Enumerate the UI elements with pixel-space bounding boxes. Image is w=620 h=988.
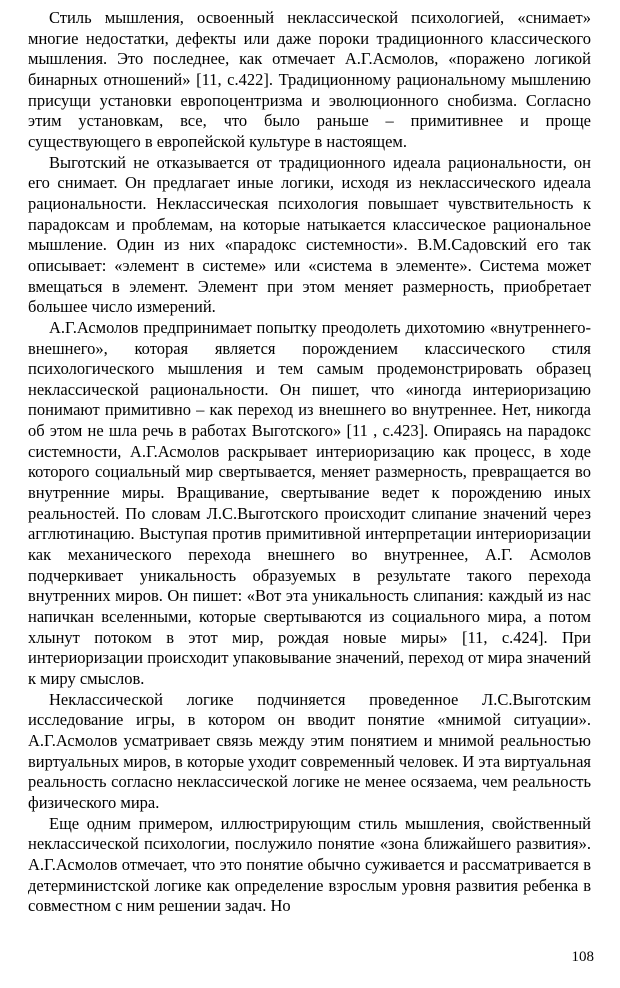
body-text — [28, 8, 591, 917]
page-number: 108 — [571, 949, 594, 965]
paragraph-1: Стиль мышления, освоенный неклассической психологией, «снимает» многие недостатки, дефекты или даже пороки традиционного классического мышления. Это последнее, как отмечает А.Г.Асмолов, «поражено логикой бинарных отношений» [11, с.422]. Традиционному рациональному мышлению присущи установки европоцентризма и эволюционного снобизма. Согласно этим установкам, все, что было раньше – примитивнее и проще существующего в европейской культуре в настоящем. — [28, 8, 591, 151]
paragraph-4: Неклассической логике подчиняется проведенное Л.С.Выготским исследование игры, в котором он вводит понятие «мнимой ситуации». А.Г.Асмолов усматривает связь между этим понятием и мнимой реальностью виртуальных миров, в которые уходит современный человек. И эта виртуальная реальность согласно неклассической логике не менее осязаема, чем реальность физического мира. — [28, 689, 591, 812]
paragraph-2: Выготский не отказывается от традиционного идеала рациональности, он его снимает. Он предлагает иные логики, исходя из неклассического идеала рациональности. Неклассическая психология повышает чувствительность к парадоксам и проблемам, на которые натыкается классическое рациональное мышление. Один из них «парадокс системности». В.М.Садовский его так описывает: «элемент в системе» или «система в элементе». Система может вмещаться в элемент. Элемент при этом меняет размерность, приобретает большее число измерений. — [28, 152, 591, 317]
paragraph-3: А.Г.Асмолов предпринимает попытку преодолеть дихотомию «внутреннего-внешнего», которая является порождением классического стиля психологического мышления и тем самым продемонстрировать образец неклассической рациональности. Он пишет, что «иногда интериоризацию понимают примитивно – как переход из внешнего во внутреннее. Нет, никогда об этом не шла речь в работах Выготского» [11 , с.423]. Опираясь на парадокс системности, А.Г.Асмолов раскрывает интериоризацию как процесс, в ходе которого социальный мир свертывается, меняет размерность, превращается во внутренние миры. Вращивание, свертывание ведет к порождению иных реальностей. По словам Л.С.Выготского происходит слипание значений через агглютинацию. Выступая против примитивной интерпретации интериоризации как механического перехода внешнего во внутреннее, А.Г. Асмолов подчеркивает уникальность образуемых в результате такого перехода внутренних миров. Он пишет: «Вот эта уникальность слипания: каждый из нас напичкан вселенными, которые свертываются из социального мира, а потом хлынут потоком в этот мир, рождая новые миры» [11, с.424]. При интериоризации происходит упаковывание значений, переход от мира значений к миру смыслов. — [28, 317, 591, 688]
paragraph-5: Еще одним примером, иллюстрирующим стиль мышления, свойственный неклассической психологии, послужило понятие «зона ближайшего развития». А.Г.Асмолов отмечает, что это понятие обычно суживается и рассматривается в детерминистской логике как определение взрослым уровня развития ребенка в совместном с ним решении задач. Но — [28, 813, 591, 916]
